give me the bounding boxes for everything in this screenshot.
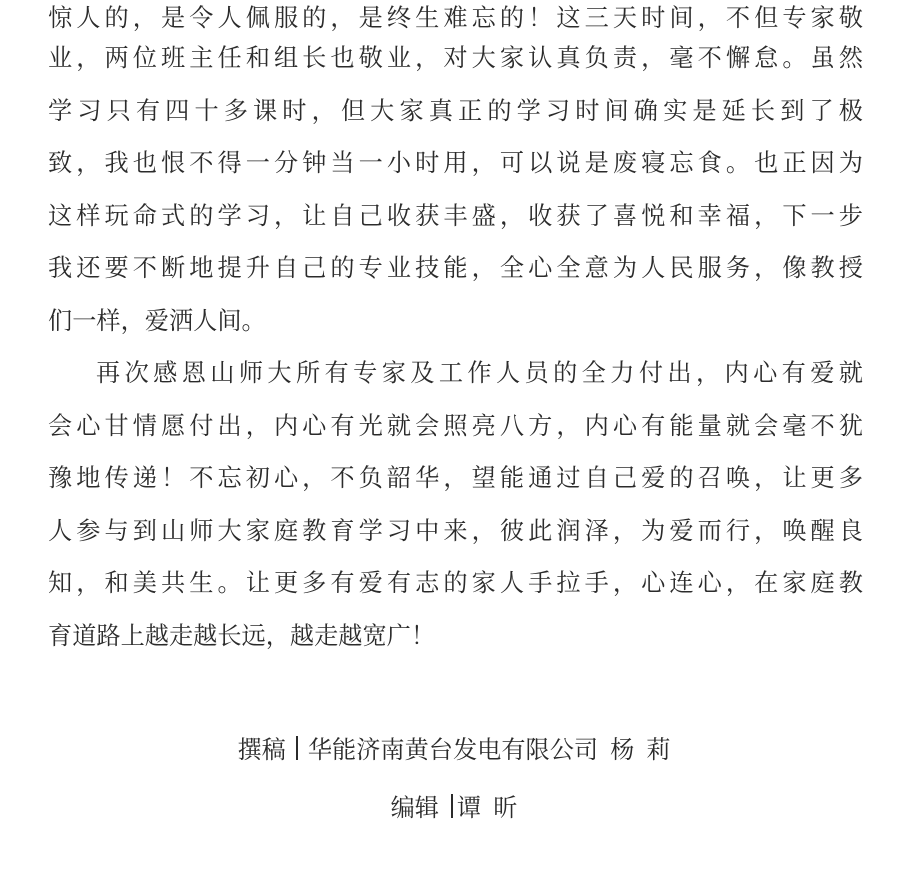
text-line: 知，和美共生。让更多有爱有志的家人手拉手，心连心，在家庭教 (48, 569, 863, 597)
paragraph-1 (48, 0, 863, 353)
editor-label: 编辑 (390, 794, 439, 822)
text-line: 致，我也恨不得一分钟当一小时用，可以说是废寝忘食。也正因为 (48, 149, 863, 177)
text-line: 惊人的，是令人佩服的，是终生难忘的！这三天时间，不但专家敬 (48, 4, 863, 32)
author-credit (0, 730, 908, 765)
article-body (48, 0, 863, 668)
text-line: 再次感恩山师大所有专家及工作人员的全力付出，内心有爱就 (96, 359, 863, 387)
text-line: 这样玩命式的学习，让自己收获丰盛，收获了喜悦和幸福，下一步 (48, 201, 863, 230)
paragraph-2 (48, 353, 863, 668)
editor-surname: 谭 (456, 794, 482, 822)
editor-given-name: 昕 (493, 794, 518, 822)
text-line: 豫地传递！不忘初心，不负韶华，望能通过自己爱的召唤，让更多 (48, 464, 863, 492)
credit-separator (451, 794, 453, 818)
text-line: 学习只有四十多课时，但大家真正的学习时间确实是延长到了极 (48, 96, 863, 125)
editor-credit (0, 788, 908, 823)
text-line: 育道路上越走越长远，越走越宽广！ (48, 621, 436, 650)
text-line: 会心甘情愿付出，内心有光就会照亮八方，内心有能量就会毫不犹 (48, 411, 863, 440)
text-line: 人参与到山师大家庭教育学习中来，彼此润泽，为爱而行，唤醒良 (48, 516, 863, 545)
text-line: 业，两位班主任和组长也敬业，对大家认真负责，毫不懈怠。虽然 (48, 44, 863, 72)
text-line: 们一样，爱洒人间。 (48, 306, 266, 335)
author-label: 撰稿 (237, 736, 286, 764)
author-org: 华能济南黄台发电有限公司 (307, 736, 599, 764)
text-line: 我还要不断地提升自己的专业技能，全心全意为人民服务，像教授 (48, 254, 863, 282)
author-given-name: 莉 (646, 736, 671, 764)
credit-separator (296, 736, 298, 760)
author-surname: 杨 (610, 736, 635, 764)
